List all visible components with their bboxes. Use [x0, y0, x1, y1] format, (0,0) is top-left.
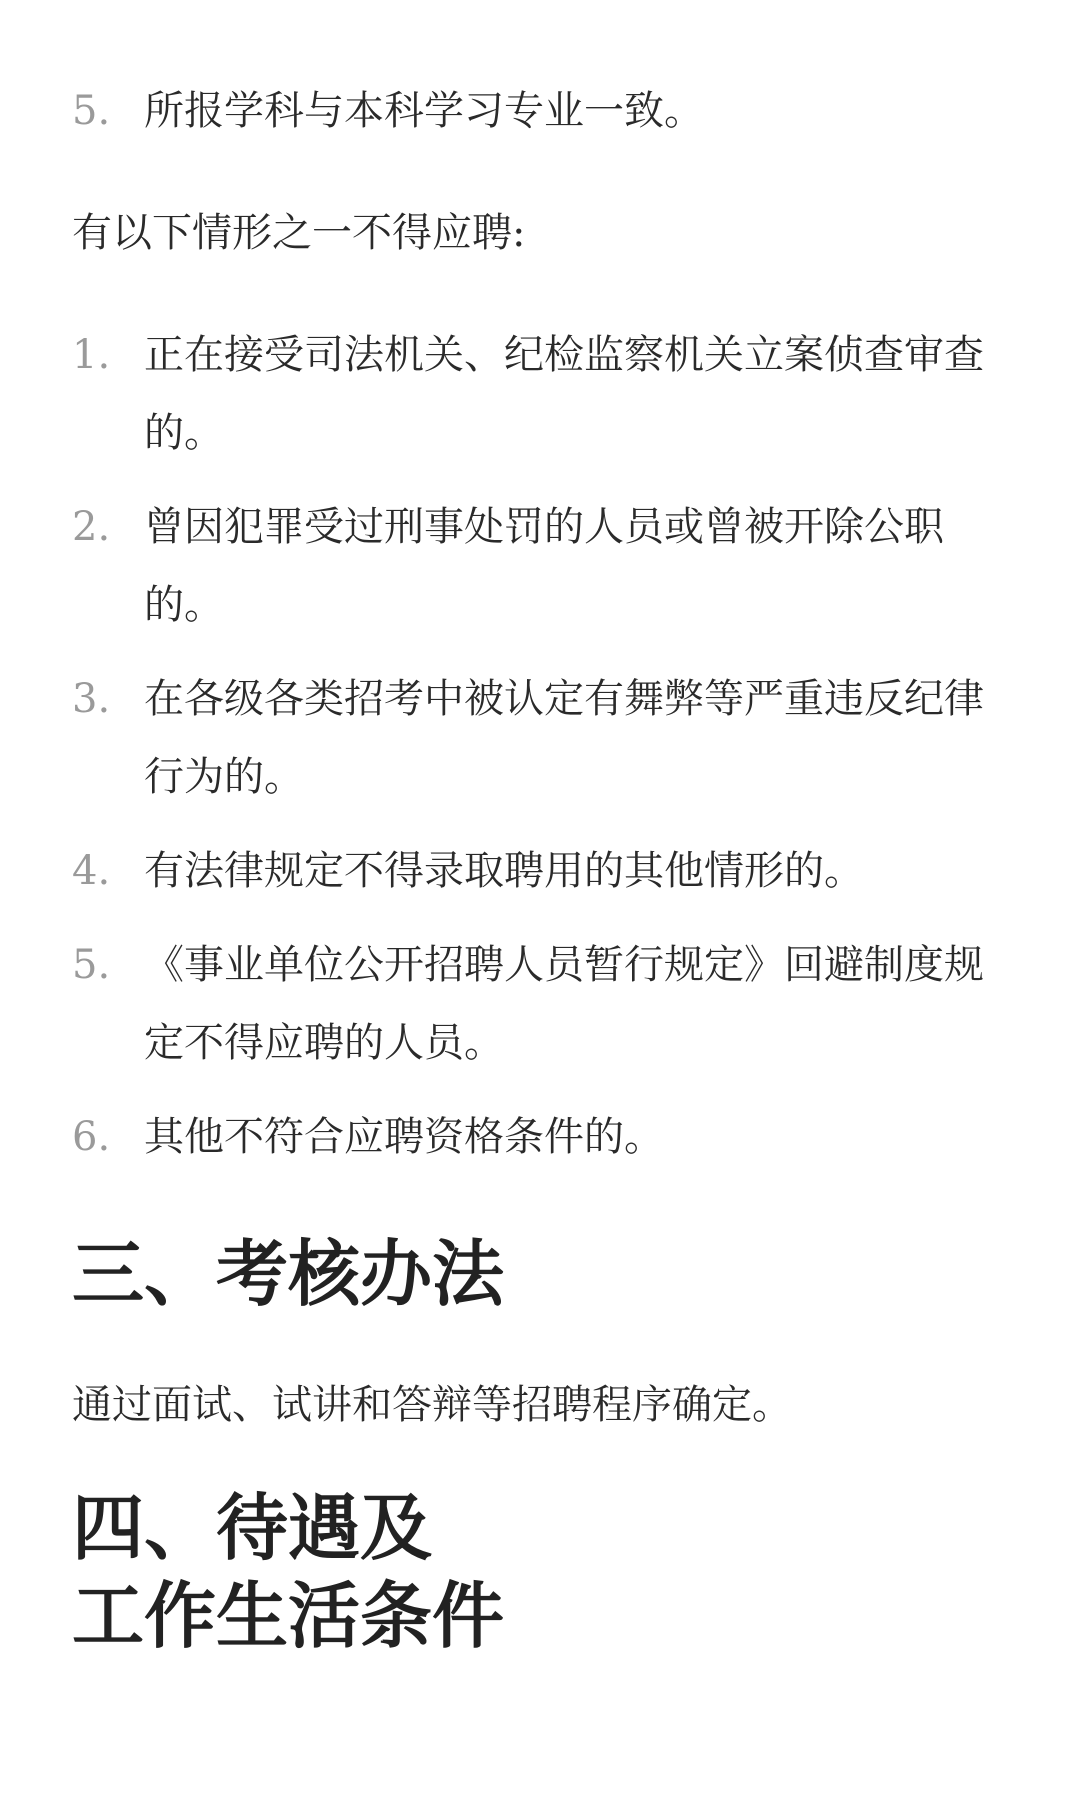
eligibility-list-continued [72, 72, 1012, 166]
list-item-number: 5. [72, 942, 111, 988]
list-item-number: 5. [72, 88, 111, 134]
list-item-number: 3. [72, 676, 111, 722]
list-item-text: 所报学科与本科学习专业一致。 [144, 88, 704, 134]
list-item-text: 有法律规定不得录取聘用的其他情形的。 [144, 848, 864, 894]
list-item [72, 832, 1012, 910]
list-item-text: 在各级各类招考中被认定有舞弊等严重违反纪律行为的。 [144, 676, 984, 800]
list-item-text: 其他不符合应聘资格条件的。 [144, 1114, 664, 1160]
list-item [72, 926, 1012, 1082]
list-item [72, 1098, 1012, 1176]
disqualification-list [72, 316, 1012, 1192]
section-heading-line: 工作生活条件 [72, 1573, 505, 1658]
list-item [72, 72, 1012, 150]
list-item-text: 《事业单位公开招聘人员暂行规定》回避制度规定不得应聘的人员。 [144, 942, 984, 1066]
section-heading-benefits [72, 1484, 504, 1660]
list-item [72, 316, 1012, 472]
assessment-body: 通过面试、试讲和答辩等招聘程序确定。 [72, 1382, 792, 1428]
section-heading-line: 四、待遇及 [72, 1485, 433, 1570]
list-item-text: 正在接受司法机关、纪检监察机关立案侦查审查的。 [144, 332, 984, 456]
list-item-text: 曾因犯罪受过刑事处罚的人员或曾被开除公职的。 [144, 504, 944, 628]
disqualification-intro: 有以下情形之一不得应聘: [72, 210, 526, 256]
list-item-number: 2. [72, 504, 111, 550]
list-item-number: 1. [72, 332, 111, 378]
list-item [72, 660, 1012, 816]
list-item [72, 488, 1012, 644]
list-item-number: 6. [72, 1114, 111, 1160]
section-heading-assessment: 三、考核办法 [72, 1231, 505, 1316]
list-item-number: 4. [72, 848, 111, 894]
